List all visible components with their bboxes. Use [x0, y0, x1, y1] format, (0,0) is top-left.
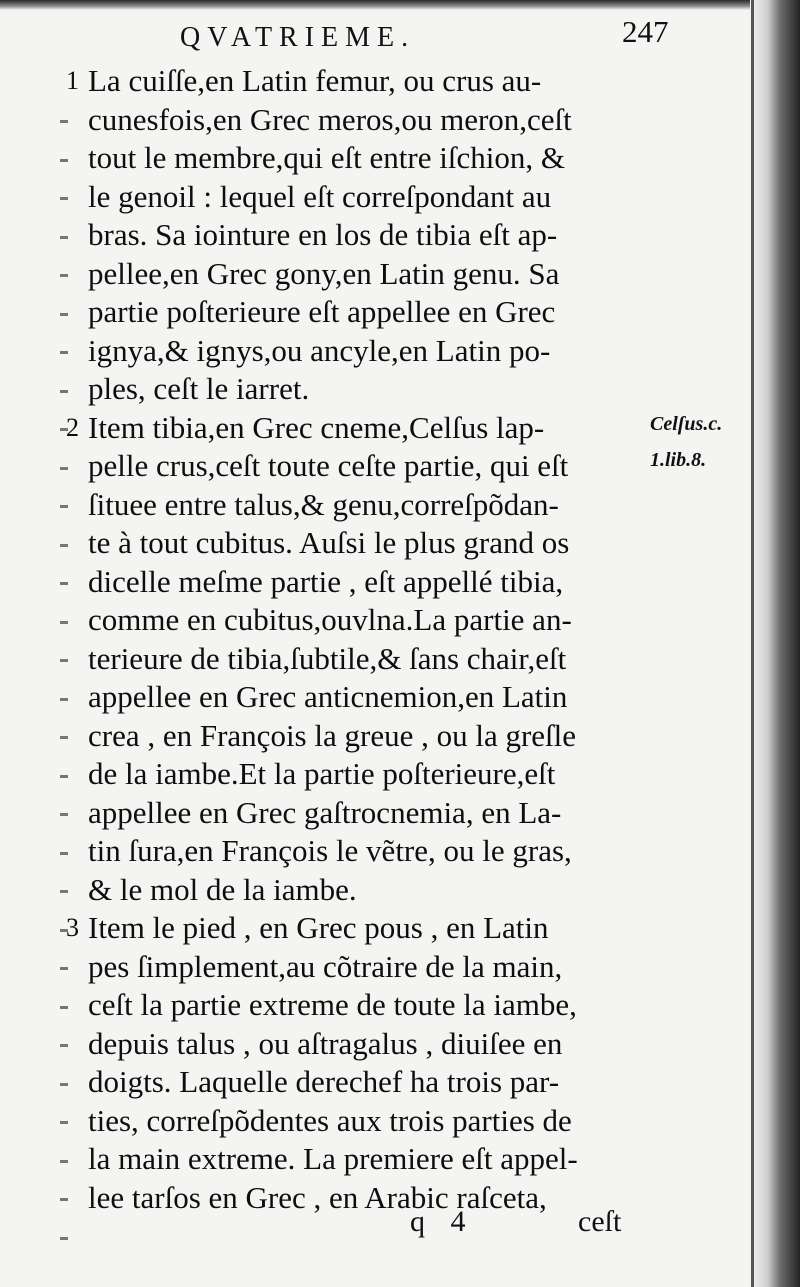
- text-line: [88, 717, 648, 756]
- text-line: [88, 486, 648, 525]
- line-text: bras. Sa iointure en los de tibia eſt ap-: [88, 217, 558, 252]
- margin-tick: [60, 1237, 68, 1240]
- line-text: ples, ceſt le iarret.: [88, 371, 310, 406]
- line-text: lee tarſos en Grec , en Arabic raſceta,: [88, 1179, 547, 1215]
- text-line: [88, 216, 648, 255]
- text-line: [88, 139, 648, 178]
- margin-tick: [60, 736, 68, 739]
- line-text: Item le pied , en Grec pous , en Latin: [88, 910, 549, 945]
- margin-tick: [60, 890, 68, 893]
- margin-tick: [60, 120, 68, 123]
- text-line: [88, 1179, 648, 1218]
- margin-tick: [60, 1006, 68, 1009]
- margin-note-reference: 1.lib.8.: [650, 449, 707, 471]
- text-line: [88, 1025, 648, 1064]
- text-line: [88, 101, 648, 140]
- margin-tick: [60, 390, 68, 393]
- paragraph-number: 1: [66, 66, 79, 95]
- running-title: QVATRIEME.: [180, 22, 416, 53]
- text-line: [88, 640, 648, 679]
- signature-mark: q 4: [410, 1205, 466, 1238]
- margin-tick: [60, 852, 68, 855]
- line-text: pelle crus,ceſt toute ceſte partie, qui eſt: [88, 448, 569, 483]
- margin-tick: [60, 351, 68, 354]
- margin-tick: [60, 159, 68, 162]
- text-line: [66, 909, 648, 948]
- text-line: [88, 178, 648, 217]
- text-line: [88, 1140, 648, 1179]
- gutter-shadow: [750, 0, 800, 1287]
- text-line: [88, 524, 648, 563]
- line-text: tin ſura,en François le vẽtre, ou le gras,: [88, 833, 572, 868]
- gutter-line: [751, 0, 754, 1287]
- text-line: [88, 332, 648, 371]
- line-text: dicelle meſme partie , eſt appellé tibia,: [88, 563, 564, 599]
- margin-tick: [60, 1160, 68, 1163]
- text-line: [88, 601, 648, 640]
- line-text: depuis talus , ou aſtragalus , diuiſee en: [88, 1025, 563, 1061]
- line-text: pellee,en Grec gony,en Latin genu. Sa: [88, 255, 560, 291]
- line-text: comme en cubitus,ouvlna.La partie an-: [88, 602, 572, 637]
- line-text: tout le membre,qui eſt entre iſchion, &: [88, 140, 565, 175]
- text-line: [88, 755, 648, 794]
- margin-tick: [60, 967, 68, 970]
- margin-tick: [60, 1121, 68, 1124]
- text-line: [88, 1063, 648, 1102]
- line-text: terieure de tibia,ſubtile,& ſans chair,eſt: [88, 640, 567, 676]
- line-text: ties, correſpõdentes aux trois parties de: [88, 1102, 572, 1138]
- text-line: [88, 871, 648, 910]
- text-line: [66, 62, 648, 101]
- line-text: cunesfois,en Grec meros,ou meron,ceſt: [88, 101, 572, 137]
- body-text: [66, 62, 648, 1217]
- text-line: [88, 293, 648, 332]
- margin-tick: [60, 698, 68, 701]
- margin-tick: [60, 582, 68, 585]
- margin-tick: [60, 1083, 68, 1086]
- catchword: ceſt: [578, 1205, 622, 1238]
- line-text: La cuiſſe,en Latin femur, ou crus au-: [88, 63, 542, 98]
- margin-tick: [60, 313, 68, 316]
- text-line: [88, 678, 648, 717]
- text-line: [88, 986, 648, 1025]
- margin-tick: [60, 775, 68, 778]
- line-text: partie poſterieure eſt appellee en Grec: [88, 294, 556, 329]
- margin-tick: [60, 659, 68, 662]
- line-text: doigts. Laquelle derechef ha trois par-: [88, 1064, 560, 1099]
- margin-tick: [60, 467, 68, 470]
- line-text: & le mol de la iambe.: [88, 871, 357, 907]
- margin-ticks: [60, 70, 80, 1220]
- line-text: ſituee entre talus,& genu,correſpõdan-: [88, 486, 559, 522]
- line-text: appellee en Grec gaſtrocnemia, en La-: [88, 794, 562, 830]
- paragraph-number: 2: [66, 412, 79, 442]
- line-text: te à tout cubitus. Auſsi le plus grand os: [88, 525, 570, 560]
- line-text: ignya,& ignys,ou ancyle,en Latin po-: [88, 332, 551, 368]
- line-text: Item tibia,en Grec cneme,Celſus lap-: [88, 409, 545, 445]
- line-text: appellee en Grec anticnemion,en Latin: [88, 679, 568, 714]
- line-text: la main extreme. La premiere eſt appel-: [88, 1141, 578, 1176]
- margin-tick: [60, 1044, 68, 1047]
- text-line: [66, 409, 648, 448]
- margin-tick: [60, 505, 68, 508]
- text-line: [88, 447, 648, 486]
- line-text: pes ſimplement,au cõtraire de la main,: [88, 948, 563, 984]
- page-number: 247: [622, 14, 669, 49]
- text-line: [88, 563, 648, 602]
- margin-tick: [60, 1198, 68, 1201]
- paragraph-number: 3: [66, 913, 79, 942]
- line-text: crea , en François la greue , ou la greſle: [88, 717, 577, 753]
- text-line: [88, 370, 648, 409]
- margin-tick: [60, 236, 68, 239]
- margin-tick: [60, 813, 68, 816]
- line-text: ceſt la partie extreme de toute la iambe,: [88, 987, 577, 1022]
- text-line: [88, 794, 648, 833]
- margin-tick: [60, 274, 68, 277]
- line-text: de la iambe.Et la partie poſterieure,eſt: [88, 756, 556, 791]
- text-line: [88, 255, 648, 294]
- page-top-edge: [0, 0, 800, 10]
- margin-tick: [60, 621, 68, 624]
- margin-tick: [60, 197, 68, 200]
- text-line: [88, 948, 648, 987]
- margin-note-celsus: Celſus.c.: [650, 413, 723, 435]
- text-line: [88, 832, 648, 871]
- text-line: [88, 1102, 648, 1141]
- margin-tick: [60, 544, 68, 547]
- line-text: le genoil : lequel eſt correſpondant au: [88, 178, 552, 214]
